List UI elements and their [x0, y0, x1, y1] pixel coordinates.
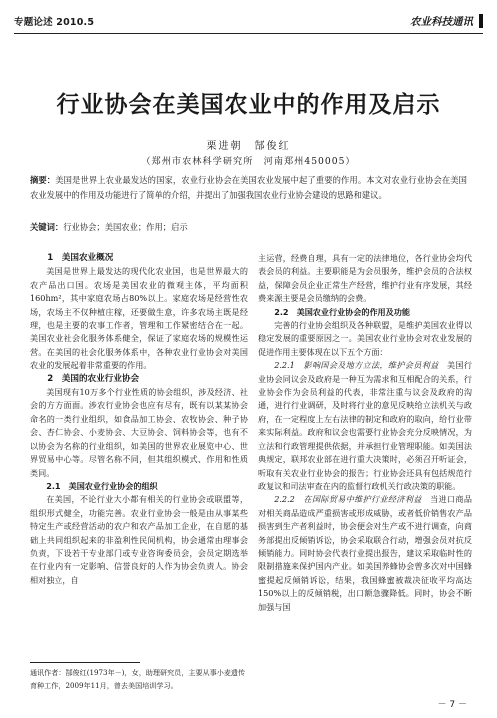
keywords [30, 220, 467, 235]
paragraph [258, 493, 472, 614]
footnote-rule [30, 662, 140, 663]
section-heading-2: 2 美国的农业行业协会 [47, 373, 140, 384]
page-number: － 7 － [437, 700, 467, 710]
article-authors: 栗进朝 郜俊红 [206, 141, 291, 152]
paragraph [258, 359, 472, 493]
abstract [30, 173, 467, 203]
subsection-2-2-1-text: 美国行业协会同议会及政府是一种互为需求和互相配合的关系，行业协会作为会员利益的代表，非常注重与议会及政府的沟通，进行行业调研，及时将行业的意见反映给立法机关与政府，在一定程度上左右法律的制定和政府的取向，给行业带来实际利益。政府和议会也需要行业协会充分反映情况，为立法和行政管理提供依据，并承担行业管理职能。如美国法典规定，联邦农业部在进行重大决策时，必须召开听证会，听取有关农业行业协会的报告；行业协会还具有包括规范行政复议和司法审查在内的监督行政机关行政决策的职能。 [258, 360, 472, 491]
paragraph: 在美国，不论行业大小都有相关的行业协会或联盟等，组织形式健全，功能完善。农业行业协会一般是由从事某些特定生产或经营活动的农户和农产品加工企业，在自愿的基础上共同组织起来的非盈利性民间机构，协会通常由理事会负责，下设若干专业部门或专业咨询委员会，会员定期选举在行业内有一定影响、信誉良好的人作为协会负责人。协会相对独立，自 [30, 494, 248, 585]
abstract-text: 美国是世界上农业最发达的国家，农业行业协会在美国农业发展中起了重要的作用。本文对农业行业协会在美国农业发展中的作用及功能进行了简单的介绍，并提出了加强我国农业行业协会建设的思路和建议。 [30, 175, 467, 200]
left-column [30, 252, 248, 587]
column-label: 专题论述 2010.5 [14, 17, 95, 28]
subsection-2-2-2-text: 当进口商品对相关商品造成严重损害或形成威胁，或者低价销售农产品损害到生产者利益时，协会便会对生产或不进行调查，向商务部提出反倾销诉讼，协会采取联合行动，增强会员对抗反倾销能力。同时协会代表行业提出报告，建议采取临时性的限制措施来保护国内产业。如美国养蜂协会曾多次对中国蜂蜜提起反倾销诉讼，结果，我国蜂蜜被裁决征收平均高达150%以上的反倾销税，出口额急骤降低。同时，协会不断加强与国 [258, 494, 472, 612]
keywords-label: 关键词： [30, 222, 64, 232]
subsection-2-2-2-label: 2.2.2 在国际贸易中维护行业经济利益 [274, 494, 422, 505]
author-affiliation: （郑州市农林科学研究所 河南郑州450005） [141, 156, 356, 167]
footnote: 通讯作者：郜俊红(1973年－)，女，助理研究员，主要从事小麦遗传育种工作，2009年11月，曾去美国培训学习。 [30, 668, 246, 690]
article-title: 行业协会在美国农业中的作用及启示 [56, 91, 441, 118]
running-header [14, 12, 483, 30]
masthead-bar [479, 14, 483, 28]
section-heading-2-1: 2.1 美国农业行业协会的组织 [46, 480, 158, 491]
paragraph: 主运营，经费自理，具有一定的法律地位，各行业协会均代表会员的利益。主要职能是为会员服务，维护会员的合法权益，保障会员企业正常生产经营，维护行业有序发展，其经费来源主要是会员缴纳的会费。 [258, 253, 472, 304]
header-rule [14, 33, 483, 34]
section-heading-1: 1 美国农业概况 [47, 253, 114, 263]
subsection-2-2-1-label: 2.2.1 影响国会及地方立法，维护会员利益 [274, 360, 439, 371]
paragraph: 美国现有10万多个行业性质的协会组织，涉及经济、社会的方方面面。涉农行业协会也应有尽有，既有以某某协会命名的一类行业组织，如食品加工协会、农牧协会、种子协会、杏仁协会、小麦协会、大豆协会、饲料协会等，也有不以协会为名称的行业组织，如美国的世界农业展览中心、世界贸易中心等。尽管名称不同，但其组织模式、作用和性质类同。 [30, 387, 248, 478]
keywords-text: 行业协会；美国农业；作用；启示 [63, 222, 188, 232]
journal-name: 农业科技通讯 [410, 15, 473, 28]
right-column [258, 252, 472, 614]
abstract-label: 摘要： [30, 175, 56, 185]
paragraph: 完善的行业协会组织及各种联盟，是维护美国农业得以稳定发展的重要原因之一。美国农业行业协会对农业发展的促进作用主要体现在以下五个方面： [258, 320, 472, 357]
section-heading-2-2: 2.2 美国农业行业协会的作用及功能 [274, 306, 410, 317]
paragraph: 美国是世界上最发达的现代化农业国，也是世界最大的农产品出口国。农场是美国农业的微观主体，平均面积160hm²，其中家庭农场占80%以上。家庭农场是经营性农场，农场主不仅种植庄稼，还要做生意，许多农场主既是经理，也是主要的农事工作者，管理和工作紧密结合在一起。美国农业社会化服务体系健全，保证了家庭农场的规模性运营。在美国的社会化服务体系中，各种农业行业协会对美国农业的发展起着非常重要的作用。 [30, 266, 248, 371]
journal-masthead [410, 14, 483, 29]
